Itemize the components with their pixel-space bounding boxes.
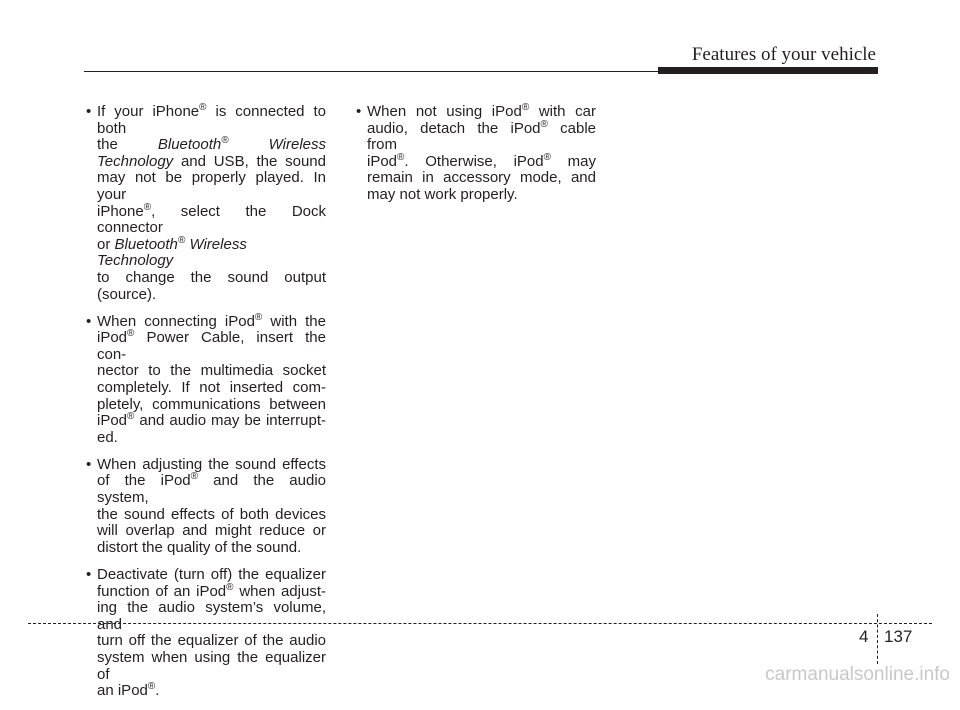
bullet-sound-effects	[86, 457, 326, 557]
bullet-connecting-ipod	[86, 311, 326, 447]
bullet-equalizer	[86, 567, 326, 700]
right-column	[356, 104, 596, 214]
text-line: nector to the multimedia socket	[97, 362, 326, 380]
page-header-title: Features of your vehicle	[691, 44, 876, 65]
text-line: audio, detach the iPod® cable from	[367, 118, 596, 154]
text-line: or Bluetooth® Wireless Technology	[97, 234, 247, 270]
text-line: pletely, communications between	[97, 395, 326, 413]
text-line: • When adjusting the sound effects	[97, 455, 326, 473]
watermark: carmanualsonline.info	[765, 664, 950, 685]
bullet-not-using-ipod	[356, 104, 596, 204]
text-line: iPod® Power Cable, insert the con-	[97, 328, 326, 363]
bullet-iphone-connected	[86, 104, 326, 303]
text-line: the Bluetooth® Wireless	[97, 135, 326, 154]
text-line: ed.	[97, 428, 118, 446]
text-line: completely. If not inserted com-	[97, 379, 326, 396]
text-line: remain in accessory mode, and	[367, 169, 596, 187]
page-number: 137	[884, 627, 913, 646]
text-line: • When connecting iPod® with the	[97, 311, 326, 330]
text-line: may not be properly played. In your	[97, 169, 326, 203]
text-line: • Deactivate (turn off) the equalizer	[97, 565, 326, 583]
text-line: ing the audio system’s volume, and	[97, 599, 326, 633]
text-line: Technology and USB, the sound	[97, 152, 326, 170]
section-number: 4	[859, 627, 869, 646]
text-line: iPhone®, select the Dock connector	[97, 201, 326, 237]
text-line: turn off the equalizer of the audio	[97, 632, 326, 650]
text-line: will overlap and might reduce or	[97, 522, 326, 540]
header-rule	[84, 71, 658, 72]
text-line: may not work properly.	[367, 185, 518, 203]
footer-rule	[28, 623, 932, 624]
text-line: to change the sound output	[97, 268, 326, 286]
footer-divider	[877, 614, 878, 664]
header-rule-bar	[658, 67, 878, 74]
text-line: • If your iPhone® is connected to both	[97, 102, 326, 137]
text-line: (source).	[97, 285, 157, 303]
text-line: system when using the equalizer of	[97, 648, 326, 683]
text-line: function of an iPod® when adjust-	[97, 581, 326, 600]
text-line: an iPod®.	[97, 681, 160, 700]
text-line: iPod®. Otherwise, iPod® may	[367, 151, 597, 170]
text-line: of the iPod® and the audio system,	[97, 471, 327, 507]
left-column	[86, 104, 326, 710]
text-line: iPod® and audio may be interrupt-	[97, 411, 326, 430]
text-line: distort the quality of the sound.	[97, 538, 302, 556]
text-line: • When not using iPod® with car	[367, 102, 596, 120]
text-line: the sound effects of both devices	[97, 505, 326, 523]
